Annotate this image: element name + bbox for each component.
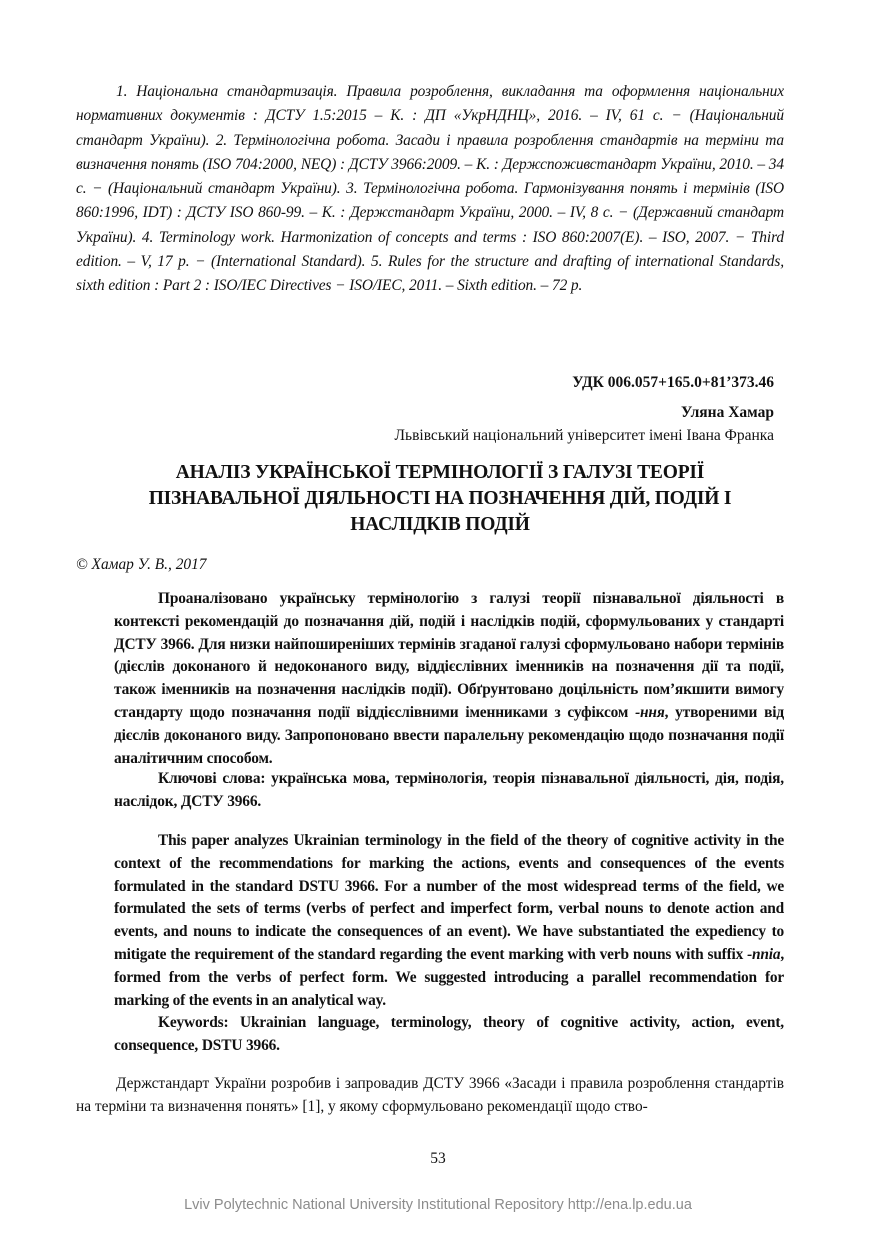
abstract-en-text-end: , formed from the verbs of perfect form. We suggested introducing a parallel recommendation for marking of the events in an analytical way. — [114, 945, 784, 1009]
abstract-uk-text-end: , утвореними від дієслів доконаного виду. Запропоновано ввести паралельну рекомендацію щодо позначання події аналітичним способом. — [114, 703, 784, 767]
title-line: НАСЛІДКІВ ПОДІЙ — [350, 514, 530, 535]
abstract-uk-text: Проаналізовано українську термінологію з галузі теорії пізнавальної діяльності в контексті рекомендацій до позначання дій, подій і наслідків подій, сформульованих у стандарті ДСТУ 3966. Для низки найпоширеніших термінів згаданої галузі сформульовано набори термінів (дієслів доконаного й недоконаного виду, віддієслівних іменників на позначення дії та події, також іменників на позначення наслідків події). Обґрунтовано доцільність пом’якшити вимогу стандарту щодо позначання події віддієслівними іменниками з суфіксом — [114, 590, 784, 721]
article-title — [90, 460, 790, 538]
title-line: АНАЛІЗ УКРАЇНСЬКОЇ ТЕРМІНОЛОГІЇ З ГАЛУЗІ ТЕОРІЇ — [175, 462, 705, 483]
abstract-uk-suffix: -ння — [635, 703, 665, 721]
copyright-notice: © Хамар У. В., 2017 — [76, 556, 207, 573]
keywords-ukrainian: Ключові слова: українська мова, термінологія, теорія пізнавальної діяльності, дія, подія, наслідок, ДСТУ 3966. — [114, 770, 784, 810]
page-number: 53 — [430, 1150, 446, 1167]
references-list — [76, 80, 784, 299]
repository-footer: Lviv Polytechnic National University Institutional Repository http://ena.lp.edu.ua — [184, 1197, 692, 1213]
title-line: ПІЗНАВАЛЬНОЇ ДІЯЛЬНОСТІ НА ПОЗНАЧЕННЯ ДІЙ, ПОДІЙ І — [148, 488, 732, 509]
abstract-en-suffix: -nnia — [747, 945, 781, 963]
author-affiliation: Львівський національний університет імені Івана Франка — [394, 427, 774, 444]
keywords-english: Keywords: Ukrainian language, terminology, theory of cognitive activity, action, event, consequence, DSTU 3966. — [114, 1014, 784, 1054]
body-paragraph: Держстандарт України розробив і запровадив ДСТУ 3966 «Засади і правила розроблення стандартів на терміни та визначення понять» [1], у якому сформульовано рекомендації щодо ство- — [76, 1075, 784, 1115]
abstract-english — [114, 830, 784, 1012]
abstract-en-text: This paper analyzes Ukrainian terminology in the field of the theory of cognitive activity in the context of the recommendations for marking the actions, events and consequences of the events formulated in the standard DSTU 3966. For a number of the most widespread terms of the field, we formulated the sets of terms (verbs of perfect and imperfect form, verbal nouns to denote action and events, and nouns to indicate the consequences of an event). We have substantiated the expediency to mitigate the requirement of the standard regarding the event marking with verb nouns with suffix — [114, 832, 784, 963]
abstract-ukrainian — [114, 588, 784, 770]
references-text: 1. Національна стандартизація. Правила розроблення, викладання та оформлення національних нормативних документів : ДСТУ 1.5:2015 – К. : ДП «УкрНДНЦ», 2016. – IV, 61 с. − (Національний стандарт України). 2. Термінологічна робота. Засади і правила розроблення стандартів на терміни та визначення понять (ISO 704:2000, NEQ) : ДСТУ 3966:2009. – К. : Держспоживстандарт України, 2010. – 34 с. − (Національний стандарт України). 3. Термінологічна робота. Гармонізування понять і термінів (ISO 860:1996, IDT) : ДСТУ ISO 860-99. – К. : Держстандарт України, 2000. – IV, 8 с. − (Державний стандарт України). 4. Terminology work. Harmonization of concepts and terms : ISO 860:2007(E). – ISO, 2007. − Third edition. – V, 17 p. − (International Standard). 5. Rules for the structure and drafting of international Standards, sixth edition : Part 2 : ISO/IEC Directives − ISO/IEC, 2011. – Sixth edition. – 72 p. — [76, 83, 784, 295]
udc-code: УДК 006.057+165.0+81’373.46 — [572, 374, 774, 391]
author-name: Уляна Хамар — [680, 404, 774, 421]
